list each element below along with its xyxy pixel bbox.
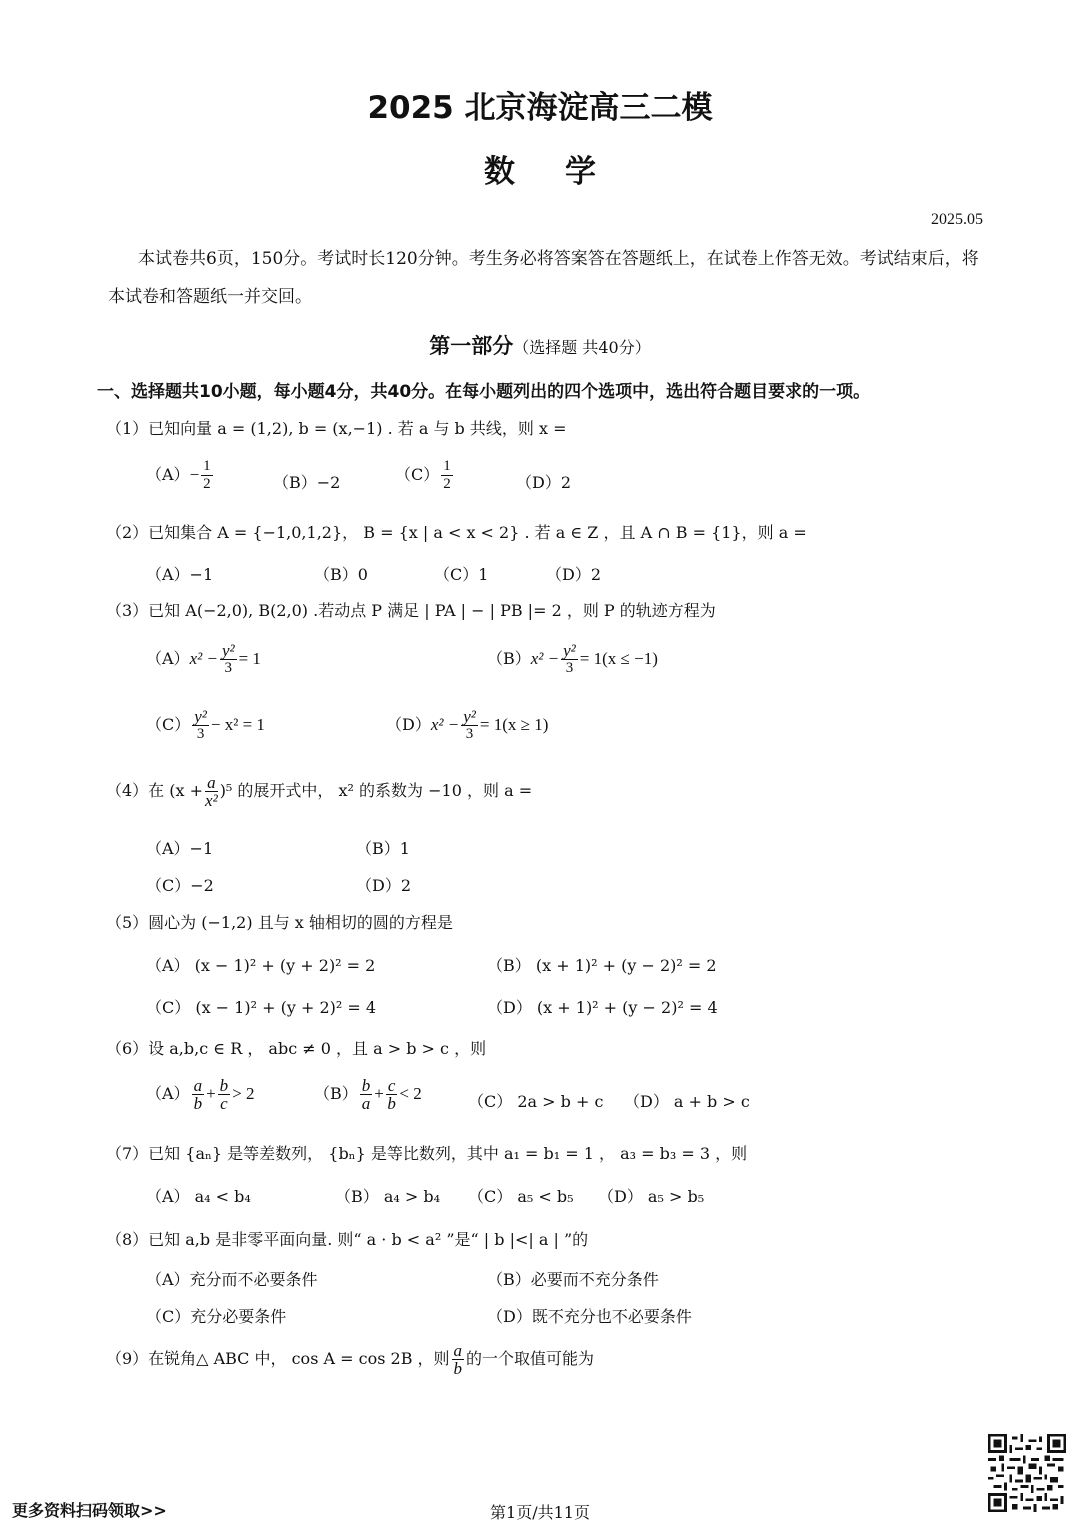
question-3-stem: （3）已知 A(−2,0), B(2,0) .若动点 P 满足 | PA | − | PB |= 2 ，则 P 的轨迹方程为: [106, 601, 716, 620]
q4-option-b: （B）1: [356, 839, 410, 858]
q5-option-a: （A） (x − 1)² + (y + 2)² = 2: [146, 956, 376, 975]
subject-title: 数学: [484, 154, 646, 190]
part-note: （选择题 共40分）: [513, 338, 651, 357]
part-heading: [0, 330, 1080, 360]
q5-option-d: （D） (x + 1)² + (y − 2)² = 4: [487, 998, 718, 1017]
exam-date: 2025.05: [931, 211, 983, 228]
q7-option-b: （B） a₄ > b₄: [335, 1187, 441, 1206]
q1-option-b: （B）−2: [273, 473, 341, 492]
q4-option-d: （D）2: [356, 876, 412, 895]
q2-option-a: （A）−1: [146, 565, 214, 584]
q1-option-d: （D）2: [516, 473, 572, 492]
intro-paragraph: 本试卷共6页，150分。考试时长120分钟。考生务必将答案答在答题纸上，在试卷上作答无效。考试结束后，将本试卷和答题纸一并交回。: [108, 249, 979, 307]
part-title: 第一部分: [429, 334, 514, 358]
q7-option-d: （D） a₅ > b₅: [598, 1187, 705, 1206]
question-4-stem: （4）在 (x + $\frac{a}{\text{x²}}$ )⁵ 的展开式中， x² 的系数为 −10 ，则 a =: [106, 773, 533, 810]
footer-promo: 更多资料扫码领取>>: [12, 1501, 167, 1520]
q7-option-a: （A） a₄ < b₄: [146, 1187, 251, 1206]
q2-option-d: （D）2: [546, 565, 602, 584]
question-5-stem: （5）圆心为 (−1,2) 且与 x 轴相切的圆的方程是: [106, 913, 453, 932]
q5-option-b: （B） (x + 1)² + (y − 2)² = 2: [487, 956, 717, 975]
q2-option-b: （B）0: [314, 565, 368, 584]
q8-option-c: （C）充分必要条件: [146, 1307, 287, 1326]
q4-option-a: （A）−1: [146, 839, 214, 858]
q8-option-a: （A）充分而不必要条件: [146, 1270, 318, 1289]
question-9-stem: （9）在锐角△ ABC 中， cos A = cos 2B ，则 $\frac{a}{b}$ 的一个取值可能为: [106, 1341, 595, 1378]
question-2-stem: （2）已知集合 A = {−1,0,1,2}， B = {x | a < x < 2} . 若 a ∈ Z ，且 A ∩ B = {1}，则 a =: [106, 523, 807, 542]
q7-option-c: （C） a₅ < b₅: [468, 1187, 574, 1206]
q3-option-c: （C） $\frac{\text{y²}}{3}$ − x² = 1: [146, 707, 265, 742]
question-7-stem: （7）已知 {aₙ} 是等差数列， {bₙ} 是等比数列，其中 a₁ = b₁ = 1 ， a₃ = b₃ = 3 ，则: [106, 1144, 748, 1163]
q4-option-c: （C）−2: [146, 876, 214, 895]
q1-option-a: （A）− $\frac{1}{2}$: [146, 458, 211, 492]
page-number: 第1页/共11页: [490, 1503, 590, 1522]
q6-option-d: （D） a + b > c: [624, 1092, 750, 1111]
q6-option-b: （B） $\frac{b}{a}$ + $\frac{c}{b}$ < 2: [314, 1076, 422, 1113]
q3-option-d: （D）x² − $\frac{\text{y²}}{3}$ = 1(x ≥ 1): [386, 707, 549, 742]
question-1-stem: （1）已知向量 a = (1,2), b = (x,−1) . 若 a 与 b 共线，则 x =: [106, 419, 567, 438]
q2-option-c: （C）1: [434, 565, 489, 584]
q8-option-b: （B）必要而不充分条件: [487, 1270, 659, 1289]
question-6-stem: （6）设 a,b,c ∈ R ， abc ≠ 0 ，且 a > b > c ，则: [106, 1039, 487, 1058]
q6-option-c: （C） 2a > b + c: [468, 1092, 604, 1111]
section-heading: 一、选择题共10小题，每小题4分，共40分。在每小题列出的四个选项中，选出符合题目要求的一项。: [97, 382, 871, 402]
page-title: 2025 北京海淀高三二模: [367, 90, 713, 126]
q5-option-c: （C） (x − 1)² + (y + 2)² = 4: [146, 998, 377, 1017]
q3-option-b: （B）x² − $\frac{\text{y²}}{3}$ = 1(x ≤ −1): [487, 641, 658, 676]
question-8-stem: （8）已知 a,b 是非零平面向量. 则“ a · b < a² ”是“ | b |<| a | ”的: [106, 1230, 589, 1249]
q8-option-d: （D）既不充分也不必要条件: [487, 1307, 692, 1326]
q1-option-c: （C） $\frac{1}{2}$: [395, 458, 451, 492]
q3-option-a: （A）x² − $\frac{\text{y²}}{3}$ = 1: [146, 641, 261, 676]
q6-option-a: （A） $\frac{a}{b}$ + $\frac{b}{c}$ > 2: [146, 1076, 255, 1113]
